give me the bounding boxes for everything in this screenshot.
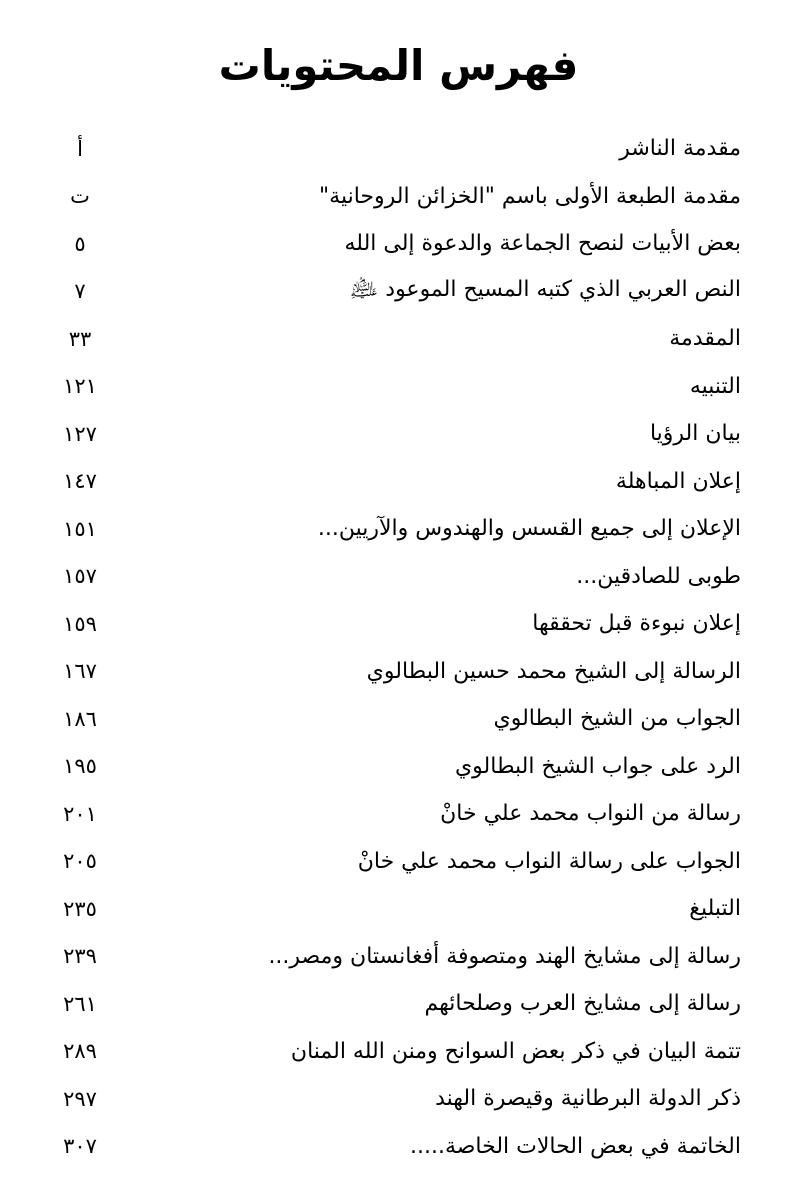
toc-entry-page-number: ١٥١ [63, 516, 97, 541]
toc-entry-title: الخاتمة في بعض الحالات الخاصة..... [409, 1133, 741, 1159]
toc-entry [48, 505, 741, 553]
toc-entry-title: طوبى للصادقين... [576, 563, 741, 589]
toc-entry-title: ذكر الدولة البرطانية وقيصرة الهند [435, 1086, 741, 1112]
toc-entry-title: رسالة من النواب محمد علي خانْ [440, 801, 741, 827]
toc-entry [48, 1075, 741, 1123]
toc-entry-title: الرسالة إلى الشيخ محمد حسين البطالوي [366, 658, 741, 684]
toc-entry-page-number: ٢٣٥ [63, 896, 97, 921]
toc-entry [48, 458, 741, 506]
toc-entry [48, 695, 741, 743]
toc-entry-page-number: ١٥٩ [63, 611, 97, 636]
toc-entry-page-number: أ [77, 136, 83, 161]
toc-entry-page-number: ١٨٦ [63, 706, 97, 731]
toc-entry-title: تتمة البيان في ذكر بعض السوانح ومنن الله المنان [290, 1038, 741, 1064]
toc-entry-title: الجواب من الشيخ البطالوي [493, 706, 741, 732]
toc-entry [48, 220, 741, 268]
toc-entry [48, 410, 741, 458]
toc-entry-title: بيان الرؤيا [649, 421, 741, 447]
toc-entry-page-number: ٢٨٩ [63, 1039, 97, 1064]
toc-entry-page-number: ١٩٥ [63, 754, 97, 779]
toc-entry-title: الرد على جواب الشيخ البطالوي [454, 753, 741, 779]
toc-entry [48, 838, 741, 886]
toc-entry-page-number: ت [70, 184, 90, 209]
toc-entry-title: النص العربي الذي كتبه المسيح الموعود ﵇ [349, 277, 741, 303]
toc-entry-page-number: ٥ [74, 231, 86, 256]
toc-entry [48, 125, 741, 173]
toc-entry [48, 1028, 741, 1076]
toc-entry-title: الجواب على رسالة النواب محمد علي خانْ [357, 848, 741, 874]
toc-entry-title: التنبيه [689, 373, 741, 399]
toc-entry-title: التبليغ [689, 896, 741, 922]
toc-entry [48, 553, 741, 601]
toc-entry [48, 933, 741, 981]
toc-entry-page-number: ١٦٧ [63, 659, 97, 684]
toc-entry-title: المقدمة [669, 326, 741, 352]
toc-entry [48, 173, 741, 221]
toc-entry-title: رسالة إلى مشايخ العرب وصلحائهم [424, 991, 741, 1017]
toc-entry-page-number: ١٢١ [63, 374, 97, 399]
toc-entry-title: رسالة إلى مشايخ الهند ومتصوفة أفغانستان ومصر... [268, 943, 741, 969]
toc-entry-page-number: ١٥٧ [63, 564, 97, 589]
toc-entry [48, 885, 741, 933]
toc-entry-title: مقدمة الطبعة الأولى باسم "الخزائن الروحانية" [319, 183, 741, 209]
toc-entry [48, 315, 741, 363]
toc-entry-page-number: ١٢٧ [63, 421, 97, 446]
toc-entry-title: إعلان المباهلة [615, 468, 741, 494]
toc-entry [48, 790, 741, 838]
toc-entry [48, 743, 741, 791]
toc-entry-page-number: ٧ [74, 279, 86, 304]
toc-entry [48, 1123, 741, 1171]
toc-entry [48, 363, 741, 411]
toc-entry-page-number: ٢٠٥ [63, 849, 97, 874]
page-title: فهرس المحتويات [218, 41, 579, 90]
toc-entry-title: إعلان نبوءة قبل تحققها [532, 611, 741, 637]
toc-entry-page-number: ٣٣ [68, 326, 92, 351]
toc-entry [48, 980, 741, 1028]
toc-entry-page-number: ١٤٧ [63, 469, 97, 494]
toc-entry [48, 600, 741, 648]
toc-entry [48, 648, 741, 696]
toc-entry-page-number: ٢٣٩ [63, 944, 97, 969]
toc-entry-title: الإعلان إلى جميع القسس والهندوس والآريين... [317, 516, 741, 542]
toc-entry-page-number: ٢٦١ [63, 991, 97, 1016]
toc-entry-title: مقدمة الناشر [619, 136, 741, 162]
toc-list [0, 125, 797, 1170]
toc-entry-page-number: ٢٠١ [63, 801, 97, 826]
toc-entry-title: بعض الأبيات لنصح الجماعة والدعوة إلى الله [344, 231, 741, 257]
toc-entry-page-number: ٢٩٧ [63, 1086, 97, 1111]
toc-entry-page-number: ٣٠٧ [63, 1134, 97, 1159]
toc-entry [48, 268, 741, 316]
